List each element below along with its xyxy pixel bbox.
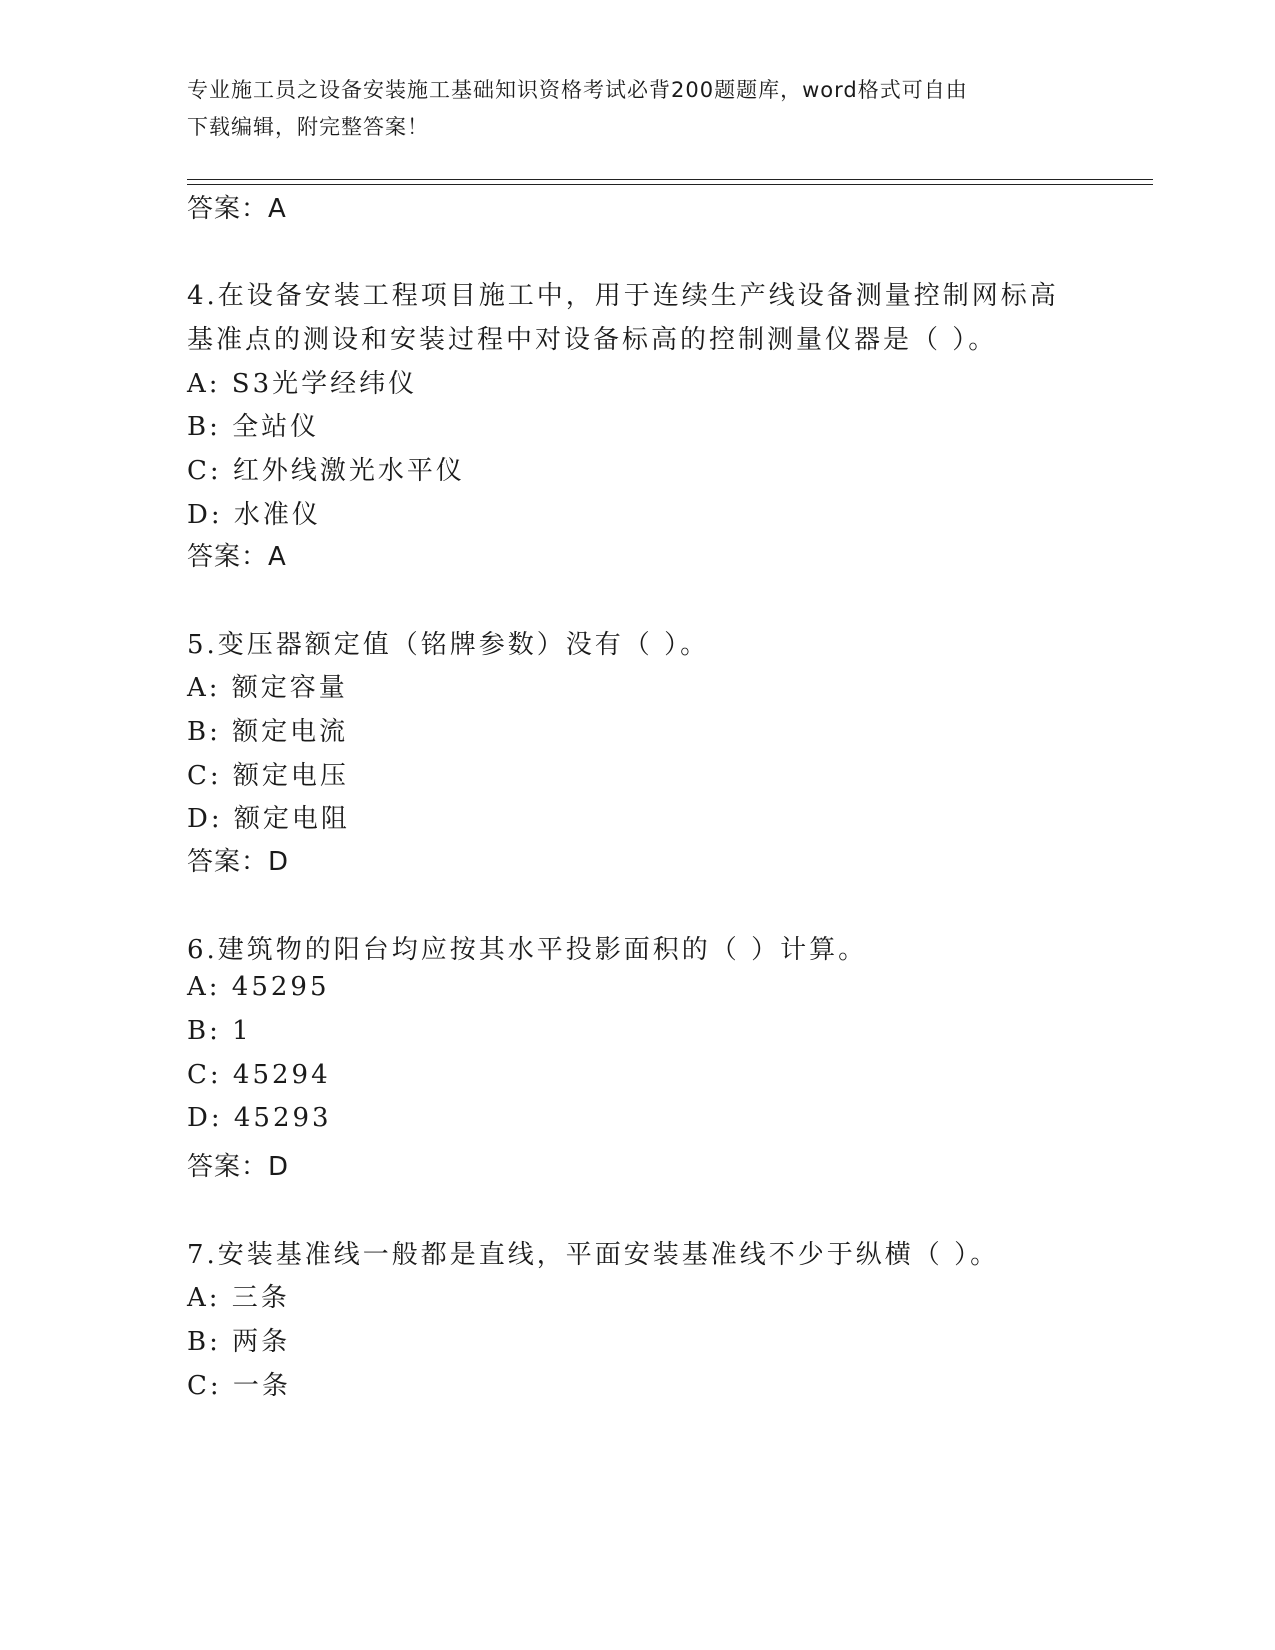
question-4-answer: 答案：A [187,542,287,572]
question-7-option-a: A: 三条 [187,1283,290,1313]
question-5-answer: 答案：D [187,847,290,877]
question-6-stem: 6.建筑物的阳台均应按其水平投影面积的（ ）计算。 [187,935,868,965]
question-4-stem-line-2: 基准点的测设和安装过程中对设备标高的控制测量仪器是（ ）。 [187,325,998,355]
question-5-option-c: C: 额定电压 [187,761,349,791]
previous-answer: 答案：A [187,194,287,224]
header-divider-top [187,179,1153,180]
question-6-option-b: B: 1 [187,1016,252,1046]
question-4-option-a: A: S3光学经纬仪 [187,369,418,399]
question-6-option-d: D: 45293 [187,1103,332,1133]
question-4-option-b: B: 全站仪 [187,412,320,442]
header-line-2: 下载编辑，附完整答案！ [187,115,429,139]
question-6-option-c: C: 45294 [187,1060,331,1090]
question-7-option-b: B: 两条 [187,1327,291,1357]
question-4-option-d: D: 水准仪 [187,500,321,530]
document-header [187,72,1087,146]
question-7-option-c: C: 一条 [187,1371,291,1401]
question-4-option-c: C: 红外线激光水平仪 [187,456,465,486]
question-5-option-b: B: 额定电流 [187,717,349,747]
header-line-1: 专业施工员之设备安装施工基础知识资格考试必背200题题库，word格式可自由 [187,78,968,102]
question-5-option-a: A: 额定容量 [187,673,348,703]
question-6-option-a: A: 45295 [187,972,330,1002]
question-6-answer: 答案：D [187,1152,290,1182]
question-7-stem: 7.安装基准线一般都是直线，平面安装基准线不少于纵横（ ）。 [187,1240,1000,1270]
question-5-option-d: D: 额定电阻 [187,804,350,834]
header-divider-bottom [187,184,1153,185]
question-4-stem-line-1: 4.在设备安装工程项目施工中，用于连续生产线设备测量控制网标高 [187,281,1059,311]
question-5-stem: 5.变压器额定值（铭牌参数）没有（ ）。 [187,630,710,660]
